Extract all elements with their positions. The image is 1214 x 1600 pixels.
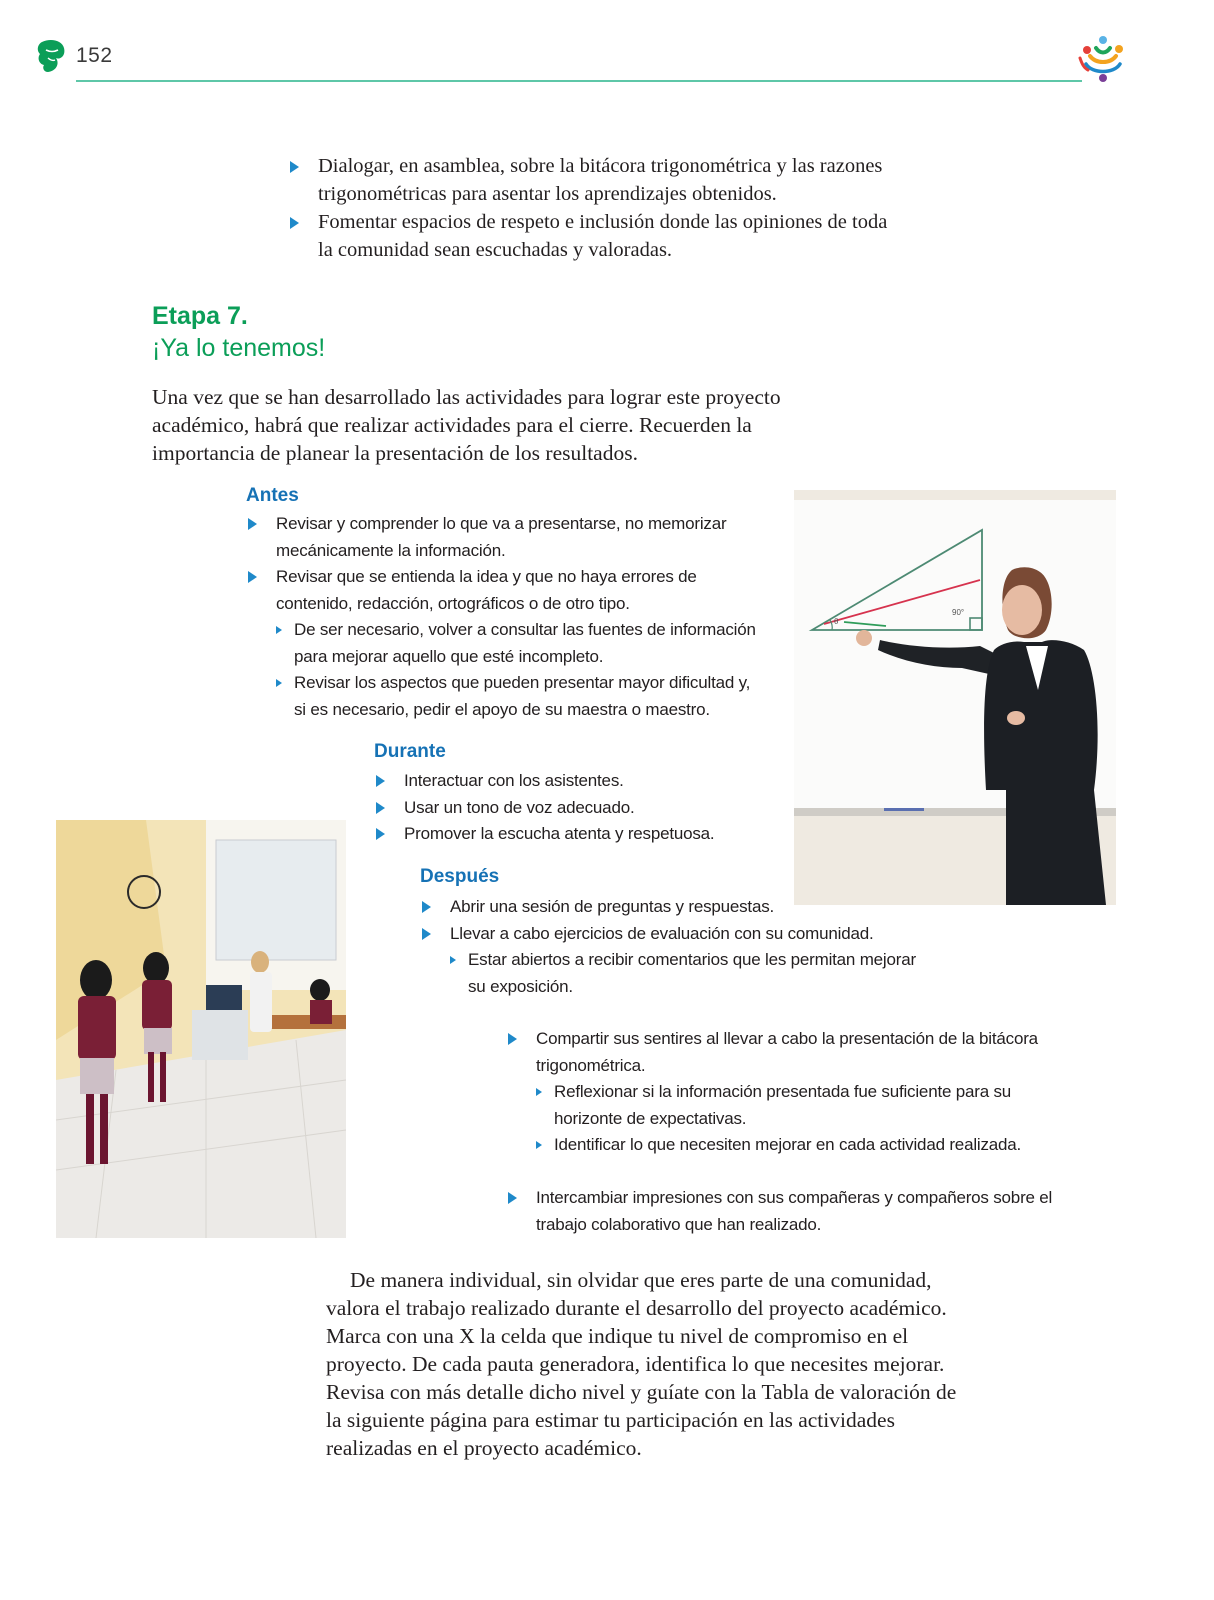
etapa-subtitle: ¡Ya lo tenemos! [152, 334, 326, 362]
leaf-logo-icon [36, 38, 68, 74]
list-subitem: Reflexionar si la información presentada fue suficiente para su horizonte de expectativas. [506, 1079, 1066, 1132]
durante-heading: Durante [374, 741, 446, 762]
list-item: Dialogar, en asamblea, sobre la bitácora trigonométrica y las razones trigonométricas para asentar los aprendizajes obtenidos. [290, 152, 890, 208]
page-number: 152 [76, 44, 113, 67]
despues-list [420, 894, 920, 1000]
bullet-small-triangle-icon [276, 679, 282, 687]
section-title [152, 300, 325, 364]
right-angle-label: 90° [952, 608, 965, 617]
bullet-triangle-icon [248, 571, 257, 583]
durante-list [374, 768, 794, 848]
list-item: Promover la escucha atenta y respetuosa. [374, 821, 794, 848]
bullet-triangle-icon [422, 928, 431, 940]
bullet-triangle-icon [248, 518, 257, 530]
bullet-triangle-icon [508, 1192, 517, 1204]
despues-heading: Después [420, 866, 500, 887]
list-subitem: Revisar los aspectos que pueden presentar mayor dificultad y, si es necesario, pedir el apoyo de su maestra o maestro. [246, 670, 766, 723]
reflexion-list [506, 1026, 1066, 1159]
list-item: Revisar que se entienda la idea y que no haya errores de contenido, redacción, ortográficos o de otro tipo. [246, 564, 766, 617]
list-item: Intercambiar impresiones con sus compañeras y compañeros sobre el trabajo colaborativo que han realizado. [506, 1185, 1066, 1238]
students-classroom-photo [56, 820, 346, 1238]
intro-list [290, 152, 890, 264]
etapa-title: Etapa 7. [152, 302, 248, 330]
bullet-small-triangle-icon [536, 1088, 542, 1096]
antes-list [246, 511, 766, 723]
community-logo-icon [1076, 34, 1130, 84]
list-item: Fomentar espacios de respeto e inclusión donde las opiniones de toda la comunidad sean escuchadas y valoradas. [290, 208, 890, 264]
intercambio-list [506, 1185, 1066, 1238]
bullet-small-triangle-icon [276, 626, 282, 634]
teacher-whiteboard-photo [794, 490, 1116, 905]
bullet-small-triangle-icon [536, 1141, 542, 1149]
list-item: Llevar a cabo ejercicios de evaluación con su comunidad. [420, 921, 920, 948]
bullet-triangle-icon [290, 217, 299, 229]
list-subitem: Identificar lo que necesiten mejorar en cada actividad realizada. [506, 1132, 1066, 1159]
list-subitem: Estar abiertos a recibir comentarios que les permitan mejorar su exposición. [420, 947, 920, 1000]
bullet-small-triangle-icon [450, 956, 456, 964]
bullet-triangle-icon [290, 161, 299, 173]
list-item: Interactuar con los asistentes. [374, 768, 794, 795]
antes-heading: Antes [246, 485, 299, 506]
bullet-triangle-icon [376, 775, 385, 787]
list-subitem: De ser necesario, volver a consultar las fuentes de información para mejorar aquello que esté incompleto. [246, 617, 766, 670]
bullet-triangle-icon [376, 802, 385, 814]
list-item: Usar un tono de voz adecuado. [374, 795, 794, 822]
bullet-triangle-icon [422, 901, 431, 913]
angle-label: θ [834, 617, 839, 626]
list-item: Abrir una sesión de preguntas y respuestas. [420, 894, 920, 921]
list-item: Compartir sus sentires al llevar a cabo la presentación de la bitácora trigonométrica. [506, 1026, 1066, 1079]
list-item: Revisar y comprender lo que va a presentarse, no memorizar mecánicamente la información. [246, 511, 766, 564]
bullet-triangle-icon [376, 828, 385, 840]
etapa-intro-paragraph: Una vez que se han desarrollado las actividades para lograr este proyecto académico, habrá que realizar actividades para el cierre. Recuerden la importancia de planear la presentación de los resultados. [152, 385, 781, 465]
header-rule [76, 80, 1082, 82]
bullet-triangle-icon [508, 1033, 517, 1045]
final-paragraph: De manera individual, sin olvidar que eres parte de una comunidad, valora el trabajo realizado durante el desarrollo del proyecto académico. Marca con una X la celda que indique tu nivel de compromiso en el proyecto. De cada pauta generadora, identifica lo que necesites mejorar. Revisa con más detalle dicho nivel y guíate con la Tabla de valoración de la siguiente página para estimar tu participación en las actividades realizadas en el proyecto académico. [326, 1268, 957, 1460]
